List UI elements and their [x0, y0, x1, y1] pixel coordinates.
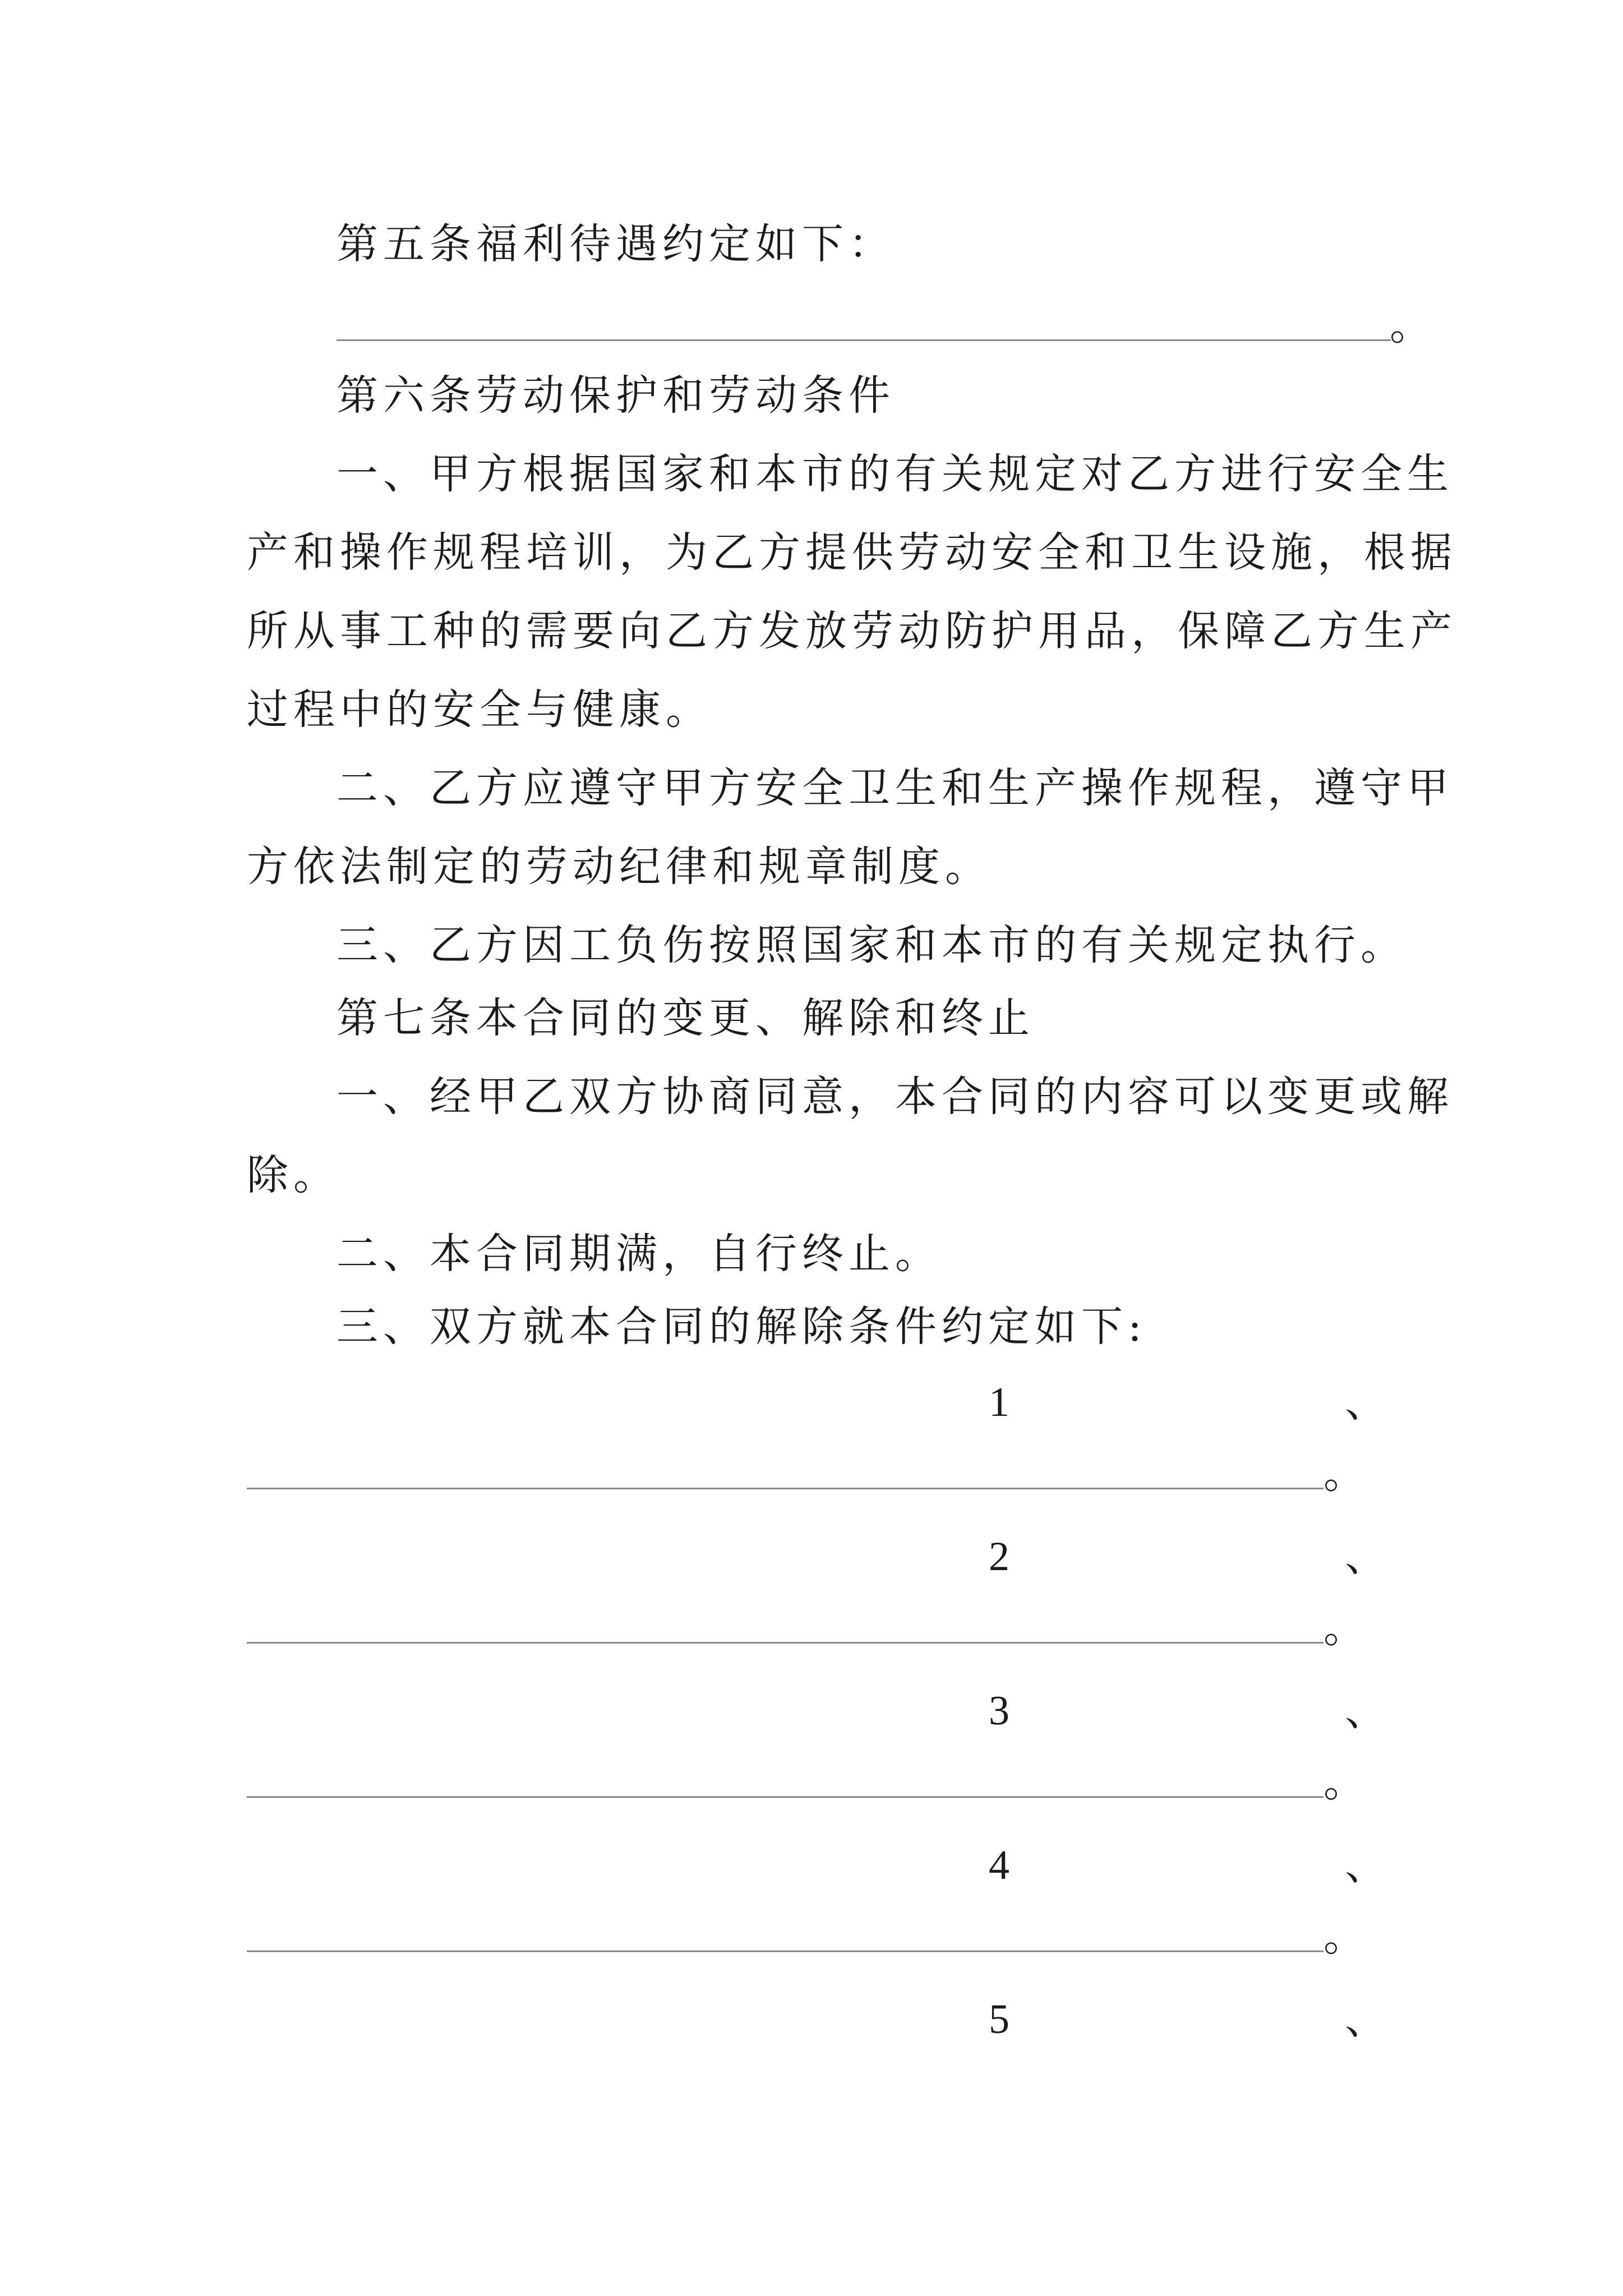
- condition-period-3: 。: [1324, 1758, 1365, 1806]
- condition-comma-5: 、: [1345, 1995, 1386, 2044]
- condition-blank-3: [247, 1796, 1324, 1798]
- condition-number-2: 2: [989, 1534, 1009, 1580]
- condition-comma-3: 、: [1345, 1687, 1386, 1735]
- article-6-clause-3: 三、乙方因工负伤按照国家和本市的有关规定执行。: [336, 921, 1407, 969]
- condition-period-4: 。: [1324, 1912, 1365, 1961]
- article-7-title: 第七条本合同的变更、解除和终止: [336, 994, 1035, 1042]
- condition-comma-4: 、: [1345, 1841, 1386, 1889]
- condition-number-5: 5: [989, 1996, 1009, 2042]
- condition-blank-4: [247, 1950, 1324, 1952]
- condition-number-4: 4: [989, 1842, 1009, 1888]
- article-6-clause-1-line-2: 产和操作规程培训，为乙方提供劳动安全和卫生设施，根据: [247, 528, 1457, 577]
- condition-blank-2: [247, 1642, 1324, 1644]
- article-7-clause-1-line-1: 一、经甲乙双方协商同意，本合同的内容可以变更或解: [336, 1073, 1454, 1121]
- article-5-welfare: 第五条福利待遇约定如下：: [336, 220, 895, 268]
- condition-comma-2: 、: [1345, 1533, 1386, 1581]
- condition-number-1: 1: [989, 1379, 1009, 1425]
- condition-blank-1: [247, 1488, 1324, 1489]
- condition-comma-1: 、: [1345, 1378, 1386, 1427]
- condition-period-2: 。: [1324, 1604, 1365, 1652]
- article-7-clause-1-line-2: 除。: [247, 1151, 340, 1199]
- article-6-clause-1-line-3: 所从事工种的需要向乙方发放劳动防护用品，保障乙方生产: [247, 607, 1457, 655]
- article-6-clause-2-line-1: 二、乙方应遵守甲方安全卫生和生产操作规程，遵守甲: [336, 764, 1454, 812]
- condition-period-1: 。: [1324, 1450, 1365, 1498]
- period-welfare: 。: [1390, 301, 1431, 349]
- article-6-clause-1-line-1: 一、甲方根据国家和本市的有关规定对乙方进行安全生: [336, 450, 1454, 498]
- article-6-clause-2-line-2: 方依法制定的劳动纪律和规章制度。: [247, 843, 992, 891]
- blank-line-welfare: [336, 339, 1391, 341]
- article-7-clause-3: 三、双方就本合同的解除条件约定如下:: [336, 1303, 1147, 1351]
- article-7-clause-2: 二、本合同期满，自行终止。: [336, 1230, 942, 1278]
- article-6-clause-1-line-4: 过程中的安全与健康。: [247, 685, 712, 734]
- condition-number-3: 3: [989, 1688, 1009, 1734]
- article-6-title: 第六条劳动保护和劳动条件: [336, 371, 895, 420]
